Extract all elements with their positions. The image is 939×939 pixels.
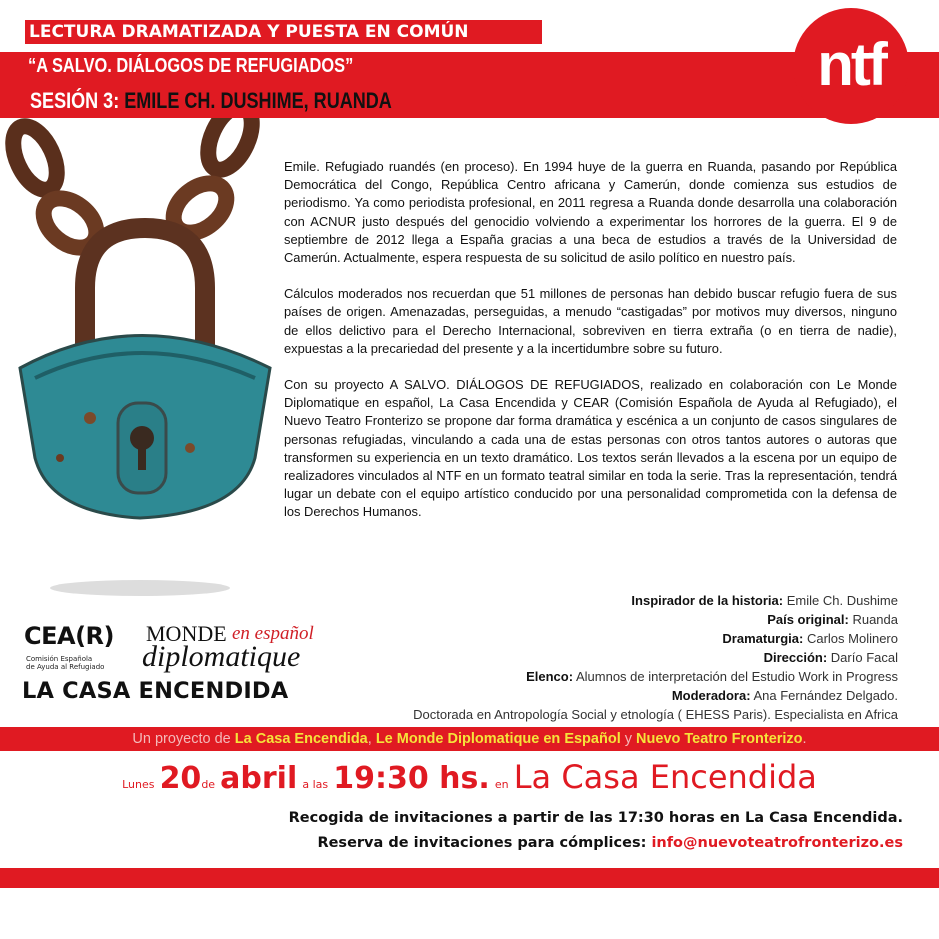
org-casa: La Casa Encendida (234, 731, 368, 747)
body-text (284, 158, 897, 540)
org-ntf: Nuevo Teatro Fronterizo (636, 731, 803, 747)
org-monde: Le Monde Diplomatique en Español (375, 731, 621, 747)
ntf-logo-text: ntf (817, 31, 885, 98)
event-date: 20 (159, 761, 202, 796)
credit-extra: Doctorada en Antropología Social y etnología ( EHESS Paris). Especialista en Africa (413, 707, 898, 722)
paragraph-project: Con su proyecto A SALVO. DIÁLOGOS DE REFUGIADOS, realizado en colaboración con Le Monde Diplomatique en español, La Casa Encendida y CEAR (Comisión Española de Ayuda al Refugiado), el Nuevo Teatro Fronterizo se propone dar forma dramática y escénica a un conjunto de casos singulares de personas refugiadas, vinculando a cada una de estas personas con otros tantos autores o autoras que transformen su experiencia en un texto dramático. Los textos serán llevados a la escena por un equipo de realizadores vinculados al NTF en un formato teatral similar en toda la serie. Tras la representación, tendrá lugar un debate con el equipo artístico conducido por una personalidad comprometida con la defensa de los Derechos Humanos. (284, 377, 897, 520)
pickup-info: Recogida de invitaciones a partir de las 17:30 horas en La Casa Encendida. (288, 810, 903, 826)
event-title: “A SALVO. DIÁLOGOS DE REFUGIADOS” (28, 55, 354, 77)
credit-row: Moderadora: Ana Fernández Delgado. (671, 688, 898, 703)
email-link[interactable]: info@nuevoteatrofronterizo.es (651, 835, 903, 851)
chain-link-right (199, 118, 260, 176)
credit-row: Dirección: Darío Facal (763, 650, 898, 665)
monde-logo-word: MONDE (146, 621, 227, 646)
credit-row: Dramaturgia: Carlos Molinero (722, 631, 898, 646)
credit-row: Elenco: Alumnos de interpretación del Estudio Work in Progress (526, 669, 898, 684)
bottom-bar (0, 868, 939, 888)
reserve-info: Reserva de invitaciones para cómplices: info@nuevoteatrofronterizo.es (317, 835, 903, 851)
paragraph-biography: Emile. Refugiado ruandés (en proceso). En 1994 huye de la guerra en Ruanda, pasando por República Democrática del Congo, República Centro africana y Camerún, donde comienza sus estudios de periodismo. Ya como periodista profesional, en 2011 regresa a Ruanda donde desarrolla una colaboración con ACNUR justo después del genocidio volviendo a experimentar los horrores de la guerra. El 9 de septiembre de 2012 llega a España gracias a una beca de estudios a través de la Universidad de Camerún. Actualmente, espera respuesta de su solicitud de asilo político en nuestro país. (284, 159, 897, 266)
credit-row: Inspirador de la historia: Emile Ch. Dushime (631, 593, 898, 608)
event-month: abril (220, 761, 298, 796)
paragraph-context: Cálculos moderados nos recuerdan que 51 millones de personas han debido buscar refugio fuera de sus países de origen. Amenazadas, perseguidas, a menudo “castigadas” por motivos muy diversos, ninguno de ellos delictivo para el Derecho Internacional, sobreviven en tierra extraña (o en tierra de nadie), expuestas a la precariedad del presente y a la incertidumbre sobre su futuro. (284, 286, 897, 356)
cear-subtitle: Comisión Española de Ayuda al Refugiado (26, 655, 105, 671)
session-title (30, 88, 392, 114)
top-label: LECTURA DRAMATIZADA Y PUESTA EN COMÚN (25, 20, 542, 44)
monde-logo-es: en español (232, 623, 314, 644)
session-label: SESIÓN 3: (30, 88, 125, 113)
monde-logo-diplomatique: diplomatique (142, 640, 301, 673)
casa-encendida-logo: LA CASA ENCENDIDA (22, 678, 289, 704)
padlock-image (0, 118, 280, 598)
rust-spot (84, 412, 96, 424)
project-bar: Un proyecto de La Casa Encendida, Le Monde Diplomatique en Español y Nuevo Teatro Fronterizo. (0, 727, 939, 751)
event-venue: La Casa Encendida (513, 758, 817, 796)
credits (413, 591, 898, 724)
credit-row: País original: Ruanda (767, 612, 898, 627)
event-time: 19:30 hs. (333, 761, 490, 796)
chain-link-left (4, 120, 65, 197)
cear-logo: CEA(R) (24, 622, 114, 650)
event-date-line: Lunes 20de abril a las 19:30 hs. en La Casa Encendida (122, 758, 817, 796)
session-name: EMILE CH. DUSHIME, RUANDA (124, 88, 392, 113)
